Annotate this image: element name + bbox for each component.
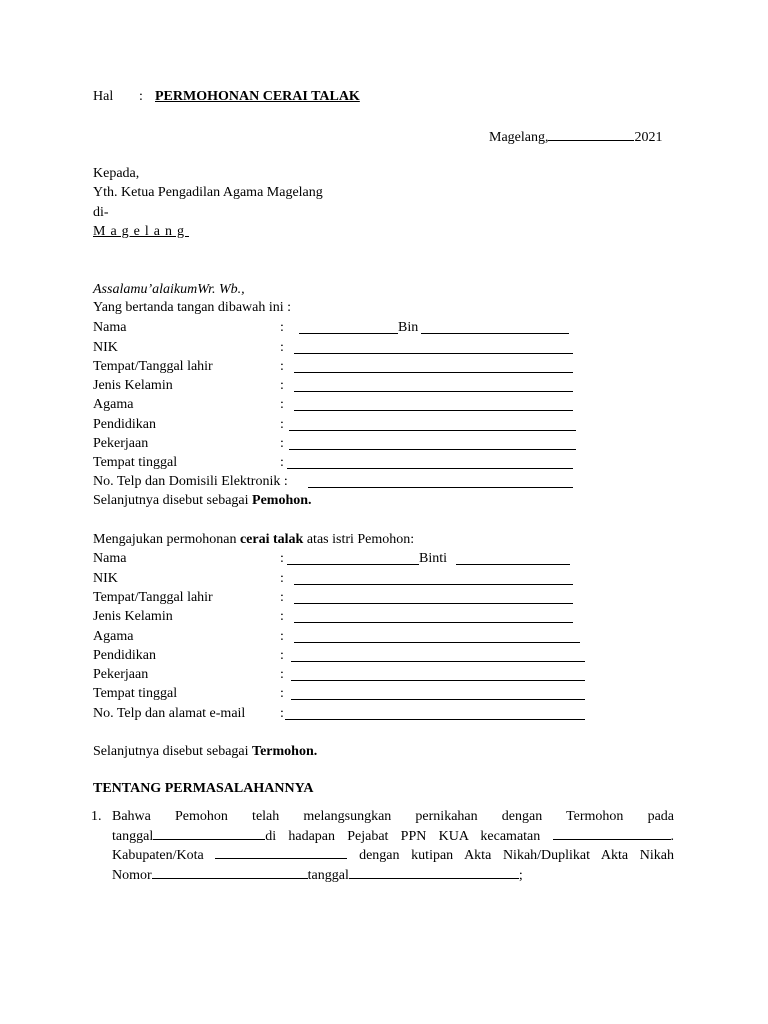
pemohon-ttl-colon: :: [280, 359, 284, 374]
pemohon-ttl-blank: [294, 372, 573, 373]
pemohon-gender-blank: [294, 391, 573, 392]
point1-kutipan: dengan kutipan Akta Nikah/Duplikat Akta Nikah: [359, 848, 675, 863]
pemohon-nama-blank: [299, 333, 398, 334]
point1-semicolon: ;: [518, 868, 523, 883]
termohon-pekerjaan-blank: [291, 680, 585, 681]
greeting: Assalamu’alaikumWr. Wb.,: [93, 282, 245, 297]
place-date: [489, 128, 662, 146]
termohon-closing: [93, 744, 317, 760]
kepada: Kepada,: [93, 166, 140, 181]
termohon-intro-bold: cerai talak: [239, 532, 304, 547]
recipient-di: di-: [93, 205, 109, 220]
point-number: 1.: [91, 809, 102, 824]
pemohon-pekerjaan-label: Pekerjaan: [93, 436, 149, 451]
pemohon-closing: [93, 493, 312, 509]
pemohon-bin-blank: [421, 333, 569, 334]
pemohon-tempat-tinggal-colon: :: [280, 455, 284, 470]
section-heading: TENTANG PERMASALAHANNYA: [93, 781, 314, 796]
pemohon-agama-label: Agama: [93, 397, 134, 412]
termohon-gender-label: Jenis Kelamin: [93, 609, 173, 624]
termohon-tempat-tinggal-label: Tempat tinggal: [93, 686, 178, 701]
termohon-telp-colon: :: [280, 706, 284, 721]
point1-line3: [112, 846, 674, 866]
point1-line4: [112, 866, 674, 886]
pemohon-pendidikan-blank: [289, 430, 576, 431]
point1-kabupaten: Kabupaten/Kota: [112, 848, 204, 863]
pemohon-gender-label: Jenis Kelamin: [93, 378, 173, 393]
intro-text: Yang bertanda tangan dibawah ini :: [93, 300, 292, 315]
point1-tanggal2-blank: [349, 866, 519, 879]
pemohon-nama-colon: :: [280, 320, 284, 335]
pemohon-ttl-label: Tempat/Tanggal lahir: [93, 359, 213, 374]
termohon-intro-prefix: Mengajukan permohonan: [93, 532, 237, 547]
pemohon-tempat-tinggal-label: Tempat tinggal: [93, 455, 178, 470]
pemohon-agama-blank: [294, 410, 573, 411]
termohon-role: Termohon.: [252, 744, 318, 759]
termohon-agama-blank: [294, 642, 580, 643]
pemohon-telp-label: No. Telp dan Domisili Elektronik :: [93, 474, 288, 489]
point1-line1: Bahwa Pemohon telah melangsungkan pernikahan dengan Termohon pada: [112, 809, 674, 824]
termohon-telp-blank: [285, 719, 585, 720]
pemohon-pekerjaan-blank: [289, 449, 576, 450]
termohon-pendidikan-label: Pendidikan: [93, 648, 156, 663]
termohon-nama-blank: [287, 564, 419, 565]
termohon-nik-label: NIK: [93, 571, 118, 586]
date-blank: [548, 128, 634, 141]
termohon-pekerjaan-colon: :: [280, 667, 284, 682]
subject-title: PERMOHONAN CERAI TALAK: [155, 89, 360, 104]
termohon-pekerjaan-label: Pekerjaan: [93, 667, 149, 682]
pemohon-role: Pemohon.: [252, 493, 312, 508]
termohon-binti-label: Binti: [419, 551, 448, 566]
point1-dot: .: [670, 829, 675, 844]
termohon-nik-blank: [294, 584, 573, 585]
pemohon-pekerjaan-colon: :: [280, 436, 284, 451]
recipient-city: Magelang: [93, 224, 189, 239]
point1-tanggal-blank: [153, 827, 265, 840]
termohon-nik-colon: :: [280, 571, 284, 586]
termohon-nama-colon: :: [280, 551, 284, 566]
pemohon-nik-colon: :: [280, 340, 284, 355]
termohon-pendidikan-blank: [291, 661, 585, 662]
termohon-telp-label: No. Telp dan alamat e-mail: [93, 706, 246, 721]
hal-colon: :: [139, 89, 143, 104]
pemohon-gender-colon: :: [280, 378, 284, 393]
point1-kecamatan-blank: [553, 827, 671, 840]
termohon-nama-label: Nama: [93, 551, 127, 566]
point1-nomor-blank: [152, 866, 308, 879]
year: 2021: [634, 130, 663, 145]
pemohon-nama-label: Nama: [93, 320, 127, 335]
termohon-ttl-label: Tempat/Tanggal lahir: [93, 590, 213, 605]
point1-hadapan: di hadapan Pejabat PPN KUA kecamatan: [265, 829, 541, 844]
pemohon-pendidikan-colon: :: [280, 417, 284, 432]
pemohon-pendidikan-label: Pendidikan: [93, 417, 156, 432]
point1-line2: [112, 827, 674, 847]
termohon-pendidikan-colon: :: [280, 648, 284, 663]
pemohon-agama-colon: :: [280, 397, 284, 412]
recipient-name: Yth. Ketua Pengadilan Agama Magelang: [93, 185, 323, 200]
hal-label: Hal: [93, 89, 114, 104]
termohon-intro-suffix: atas istri Pemohon:: [306, 532, 415, 547]
termohon-ttl-blank: [294, 603, 573, 604]
point1-tanggal: tanggal: [112, 829, 154, 844]
termohon-gender-blank: [294, 622, 573, 623]
termohon-intro: [93, 532, 414, 548]
pemohon-closing-prefix: Selanjutnya disebut sebagai: [93, 493, 249, 508]
termohon-closing-prefix: Selanjutnya disebut sebagai: [93, 744, 249, 759]
pemohon-telp-blank: [308, 487, 573, 488]
pemohon-tempat-tinggal-blank: [287, 468, 573, 469]
termohon-gender-colon: :: [280, 609, 284, 624]
termohon-binti-blank: [456, 564, 570, 565]
termohon-agama-label: Agama: [93, 629, 134, 644]
point1-kabupaten-blank: [215, 846, 347, 859]
place: Magelang,: [489, 130, 549, 145]
termohon-agama-colon: :: [280, 629, 284, 644]
pemohon-bin-label: Bin: [398, 320, 419, 335]
termohon-tempat-tinggal-colon: :: [280, 686, 284, 701]
termohon-ttl-colon: :: [280, 590, 284, 605]
pemohon-nik-label: NIK: [93, 340, 118, 355]
point1-tanggal2: tanggal: [307, 868, 349, 883]
pemohon-nik-blank: [294, 353, 573, 354]
termohon-tempat-tinggal-blank: [291, 699, 585, 700]
point1-nomor: Nomor: [112, 868, 152, 883]
